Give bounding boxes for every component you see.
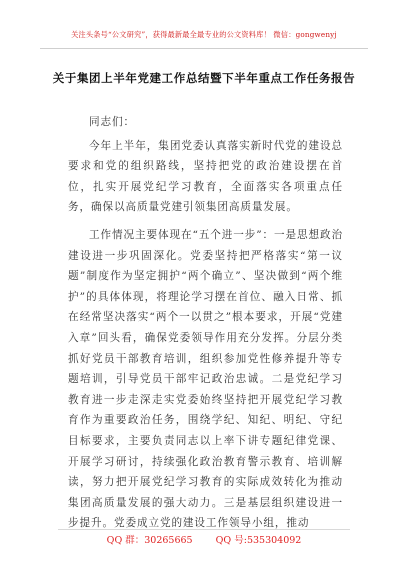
footer-qq-group: QQ 群：30265665 [106, 535, 193, 546]
document-title: 关于集团上半年党建工作总结暨下半年重点工作任务报告 [52, 71, 356, 85]
document-body [68, 112, 343, 534]
footer-contact [0, 532, 408, 546]
footer-qq-number: QQ 号:535304092 [215, 535, 302, 546]
footer-divider [58, 529, 350, 530]
paragraph-five-progress: 工作情况主要体现在“五个进一步”：一是思想政治建设进一步巩固深化。党委坚持把严格落实“第一议题”制度作为坚定拥护“两个确立”、坚决做到“两个维护”的具体体现，将理论学习摆在首位、融入日常、抓在经常坚决落实“两个一以贯之”根本要求，开展“党建入章”回头看，确保党委领导作用充分发挥。分层分类抓好党员干部教育培训，组织参加党性修养提升等专题培训，引导党员干部牢记政治忠诚。二是党纪学习教育进一步走深走实党委始终坚持把开展党纪学习教育作为重要政治任务，围绕学纪、知纪、明纪、守纪目标要求，主要负责同志以上率下讲专题纪律党课、开展学习研讨，持续强化政治教育警示教育、培训解读，努力把开展党纪学习教育的实际成效转化为推动集团高质量发展的强大动力。三是基层组织建设进一步提升。党委成立党的建设工作领导小组，推动 [68, 228, 343, 530]
header-promo-note: 关注头条号“公文研究”，获得最新最全最专业的公文资料库！ 微信：gongwenyj [71, 30, 337, 39]
paragraph-summary: 今年上半年，集团党委认真落实新时代党的建设总要求和党的组织路线，坚持把党的政治建设摆在首位，扎实开展党纪学习教育，全面落实各项重点任务，确保以高质量党建引领集团高质量发展。 [68, 139, 343, 214]
header-divider [40, 48, 368, 49]
salutation: 同志们： [89, 116, 135, 128]
